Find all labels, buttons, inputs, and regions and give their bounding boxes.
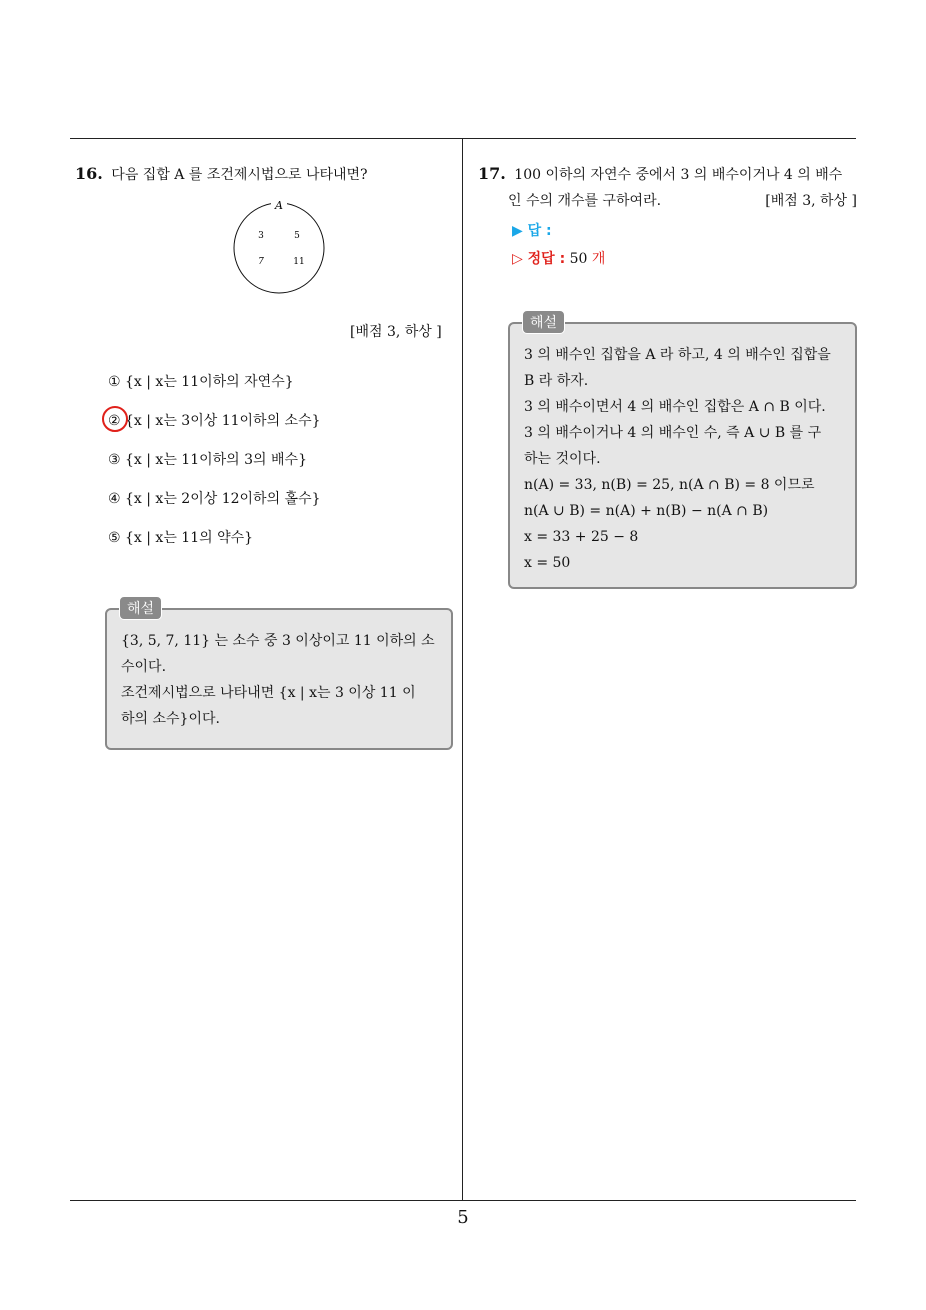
selected-answer-circle (102, 406, 128, 432)
choice-text: {x | x는 11이하의 자연수} (125, 374, 294, 390)
question-text-line1: 100 이하의 자연수 중에서 3 의 배수이거나 4 의 배수 (514, 167, 843, 183)
venn-element: 7 (258, 257, 264, 267)
question-17 (478, 164, 863, 211)
explanation-line: 3 의 배수인 집합을 A 라 하고, 4 의 배수인 집합을 (524, 347, 831, 363)
explanation-body (107, 610, 451, 742)
question-16 (75, 164, 455, 185)
choice-number: ② (108, 413, 121, 429)
explanation-line: B 라 하자. (524, 373, 589, 389)
explanation-tag: 해설 (522, 310, 565, 334)
venn-label: A (275, 199, 283, 212)
page-number: 5 (457, 1207, 469, 1228)
question-number: 17. (478, 164, 506, 183)
question-text: 다음 집합 A 를 조건제시법으로 나타내면? (111, 167, 368, 183)
explanation-box-16 (105, 601, 453, 750)
choice-1[interactable] (108, 371, 321, 410)
choice-4[interactable] (108, 488, 321, 527)
explanation-line: x = 50 (524, 555, 571, 571)
choice-list (108, 371, 321, 566)
question-number: 16. (75, 164, 103, 183)
score-label: [배점 3, 하상 ] (765, 193, 857, 209)
choice-number: ③ (108, 452, 121, 468)
choice-3[interactable] (108, 449, 321, 488)
top-rule (70, 138, 856, 139)
column-divider (462, 139, 463, 1201)
explanation-body (510, 324, 855, 586)
correct-unit: 개 (591, 251, 606, 267)
explanation-line: 수이다. (121, 659, 167, 675)
answer-field[interactable]: ▶ 답 : (512, 223, 552, 239)
explanation-line: n(A ∪ B) = n(A) + n(B) − n(A ∩ B) (524, 503, 769, 519)
correct-label: ▷ 정답 : (512, 251, 566, 267)
bottom-rule (70, 1200, 856, 1201)
choice-number: ① (108, 374, 121, 390)
choice-number: ④ (108, 491, 121, 507)
explanation-line: {3, 5, 7, 11} 는 소수 중 3 이상이고 11 이하의 소 (121, 633, 435, 649)
score-label: [배점 3, 하상 ] (350, 324, 442, 340)
choice-text: {x | x는 11의 약수} (125, 530, 254, 546)
venn-element: 5 (294, 231, 300, 241)
venn-element: 11 (293, 257, 305, 267)
explanation-tag: 해설 (119, 596, 162, 620)
explanation-box-17 (508, 315, 857, 589)
choice-text: {x | x는 3이상 11이하의 소수} (125, 413, 321, 429)
explanation-line: n(A) = 33, n(B) = 25, n(A ∩ B) = 8 이므로 (524, 477, 815, 493)
venn-diagram (229, 198, 329, 298)
explanation-line: 하의 소수}이다. (121, 711, 220, 727)
explanation-line: x = 33 + 25 − 8 (524, 529, 639, 545)
question-text-line2: 인 수의 개수를 구하여라. (508, 193, 662, 209)
venn-element: 3 (258, 231, 264, 241)
choice-text: {x | x는 2이상 12이하의 홀수} (125, 491, 321, 507)
choice-5[interactable] (108, 527, 321, 566)
explanation-line: 하는 것이다. (524, 451, 601, 467)
explanation-line: 3 의 배수이면서 4 의 배수인 집합은 A ∩ B 이다. (524, 399, 826, 415)
explanation-line: 3 의 배수이거나 4 의 배수인 수, 즉 A ∪ B 를 구 (524, 425, 822, 441)
choice-text: {x | x는 11이하의 3의 배수} (125, 452, 307, 468)
explanation-line: 조건제시법으로 나타내면 {x | x는 3 이상 11 이 (121, 685, 416, 701)
choice-number: ⑤ (108, 530, 121, 546)
choice-2[interactable] (108, 410, 321, 449)
correct-answer (512, 248, 605, 268)
correct-value: 50 (569, 251, 588, 267)
